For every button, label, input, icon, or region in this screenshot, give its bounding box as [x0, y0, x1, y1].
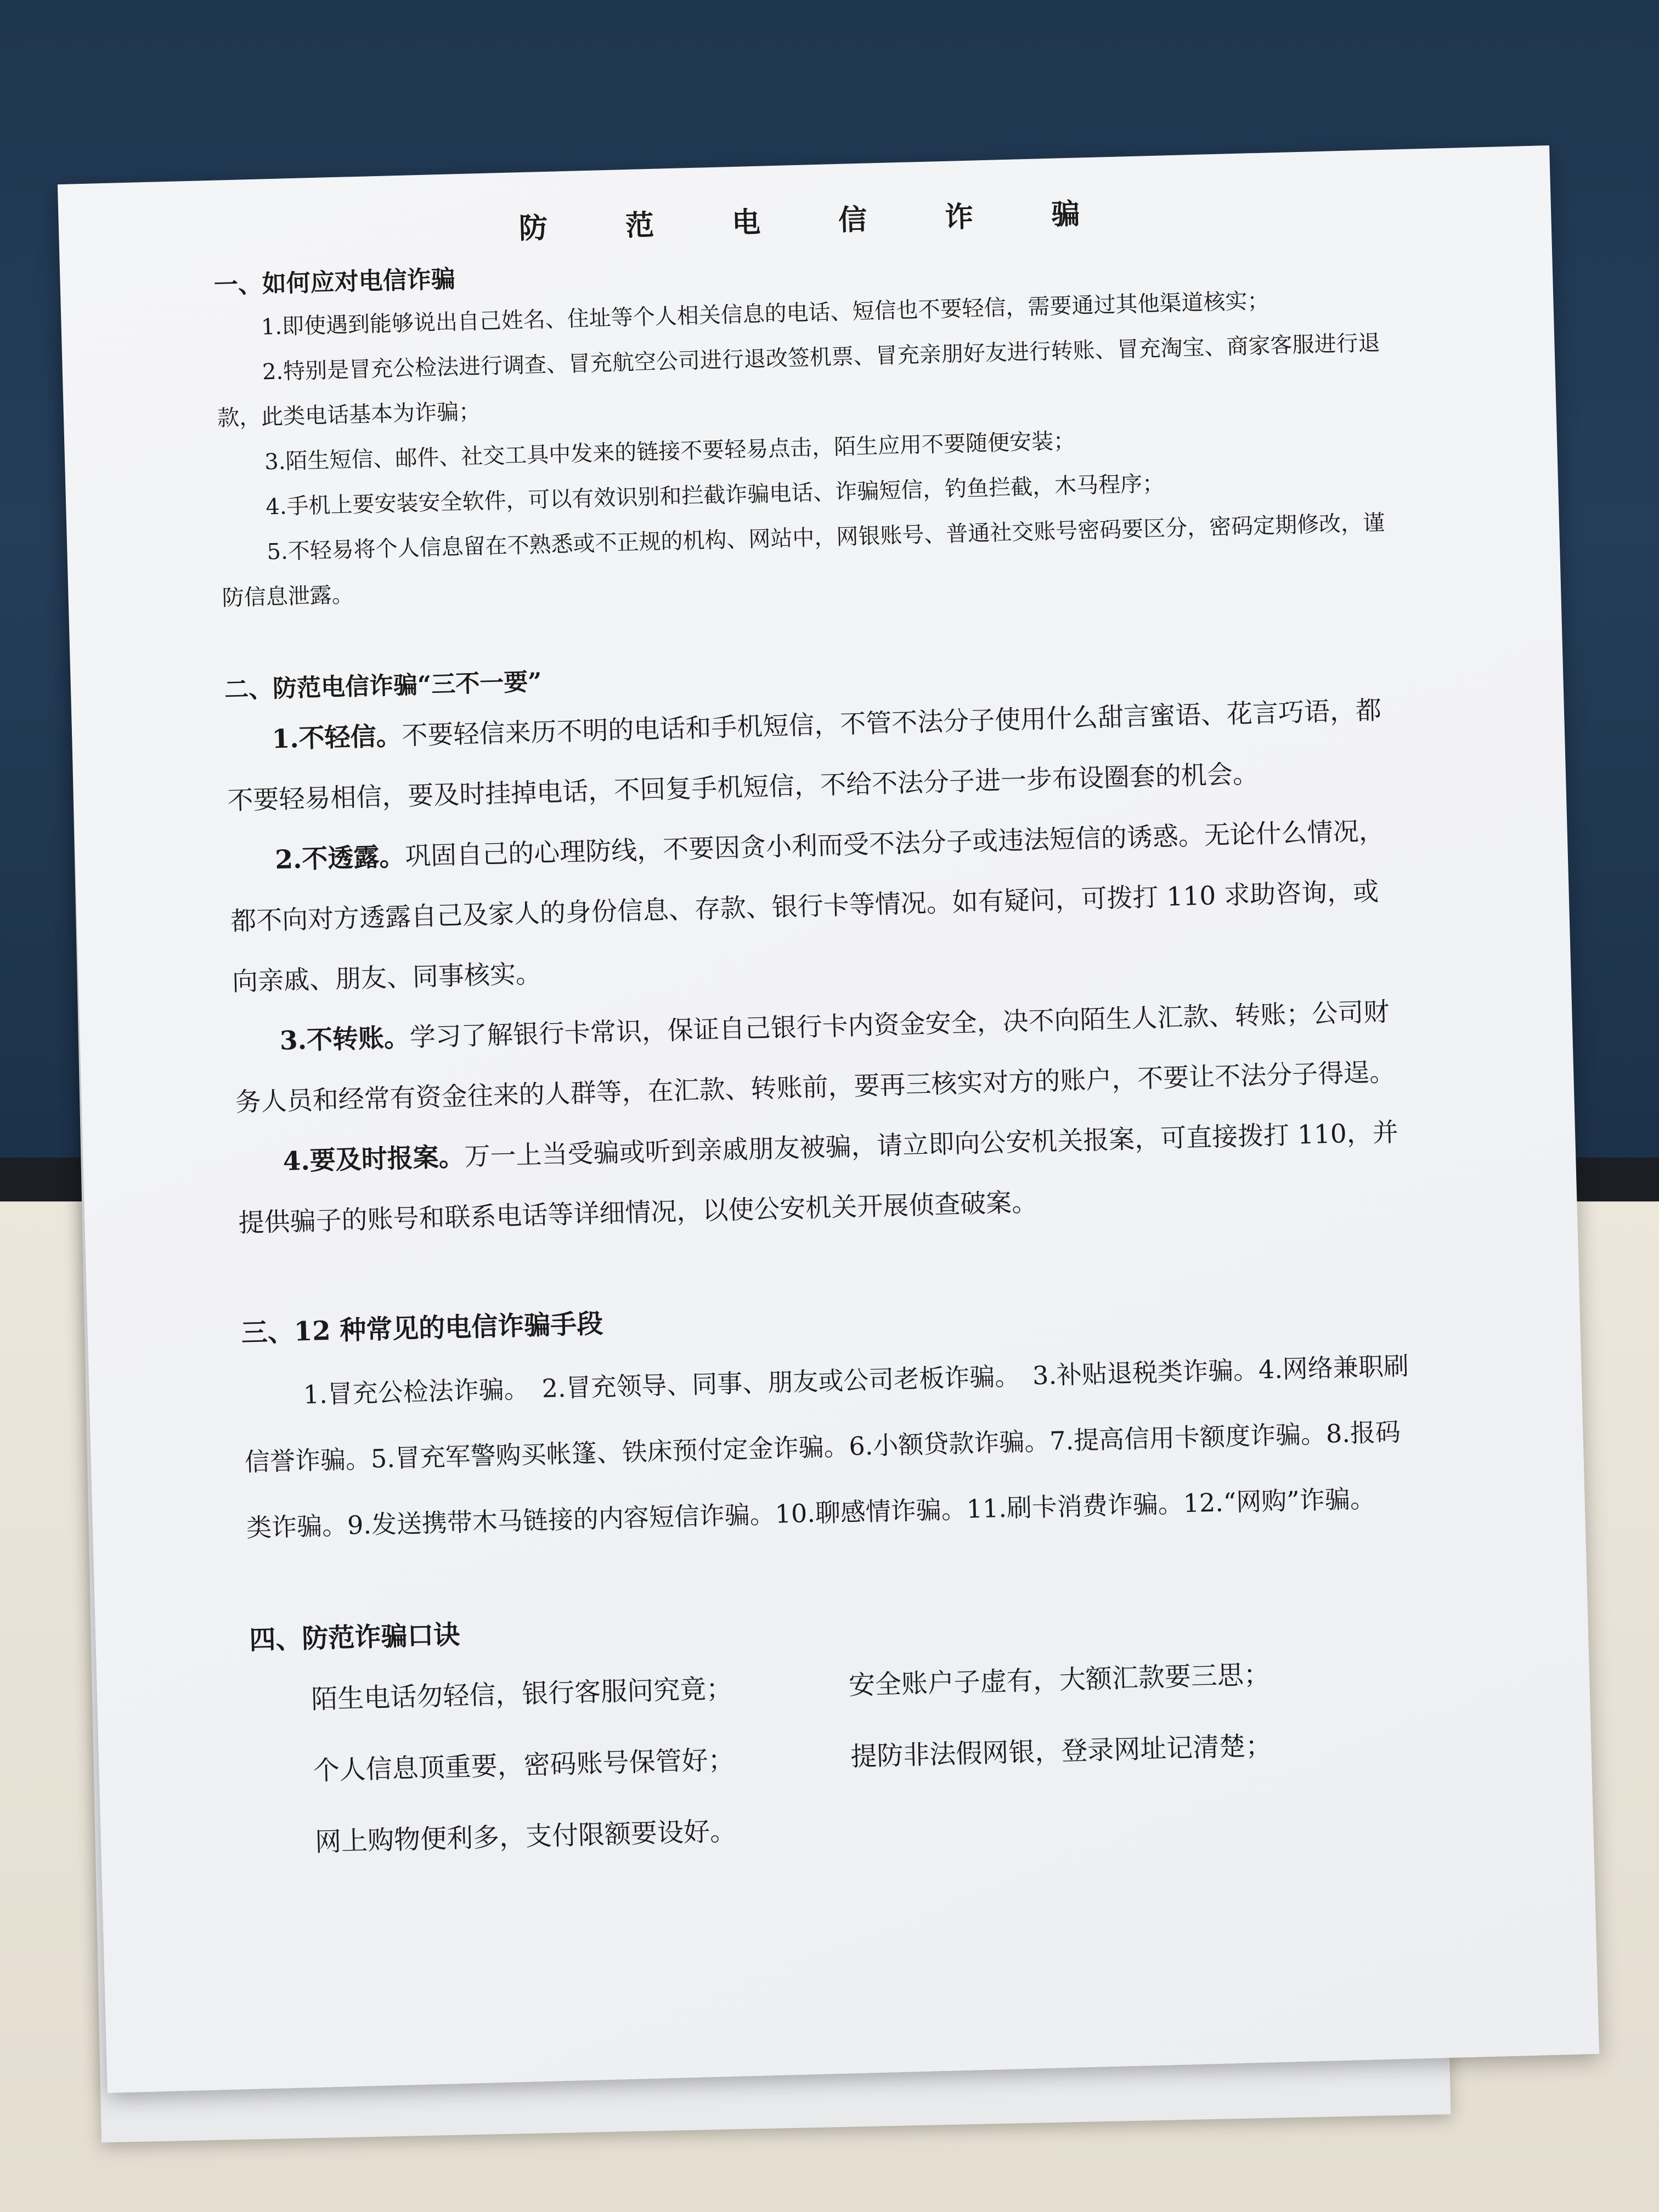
- rhyme-line: 个人信息顶重要，密码账号保管好；: [313, 1744, 735, 1786]
- section1-item-3: 3.陌生短信、邮件、社交工具中发来的链接不要轻易点击，陌生应用不要随便安装；: [264, 428, 1076, 475]
- section1-item-2: 2.特别是冒充公检法进行调查、冒充航空公司进行退改签机票、冒充亲朋好友进行转账、冒充淘宝、商家客服进行退款，此类电话基本为诈骗；: [217, 330, 1381, 431]
- section-heading: 二、防范电信诈骗“三不一要”: [224, 668, 543, 704]
- rhyme-line: 陌生电话勿轻信，银行客服问究竟；: [311, 1673, 733, 1716]
- section-heading: 四、防范诈骗口诀: [249, 1619, 461, 1656]
- section-how-to-respond: [213, 235, 1396, 621]
- section2-item-2: [228, 800, 1407, 1012]
- rhyme-lines: [250, 1640, 1429, 1875]
- section1-item-5: 5.不轻易将个人信息留在不熟悉或不正规的机构、网站中，网银账号、普通社交账号密码要区分，密码定期修改，谨防信息泄露。: [222, 510, 1385, 611]
- section-heading: 一、如何应对电信诈骗: [213, 265, 456, 300]
- rhyme-line: 提防非法假网银，登录网址记清楚；: [850, 1730, 1272, 1773]
- item-lead: 1.不轻信。: [271, 721, 403, 755]
- section-common-fraud-methods: [240, 1272, 1421, 1561]
- item-lead: 4.要及时报案。: [282, 1142, 465, 1177]
- rhyme-line: 安全账户子虚有，大额汇款要三思；: [848, 1659, 1271, 1701]
- item-lead: 2.不透露。: [274, 842, 406, 876]
- item-text: 学习了解银行卡常识，保证自己银行卡内资金安全，决不向陌生人汇款、转账；公司财务人员和经常有资金往来的人群等，在汇款、转账前，要再三核实对方的账户，不要让不法分子得逞。: [235, 997, 1396, 1118]
- section-anti-fraud-rhyme: [249, 1579, 1429, 1875]
- item-lead: 3.不转账。: [279, 1022, 410, 1057]
- item-text: 不要轻信来历不明的电话和手机短信，不管不法分子使用什么甜言蜜语、花言巧语，都不要轻易相信，要及时挂掉电话，不回复手机短信，不给不法分子进一步布设圈套的机会。: [227, 695, 1382, 816]
- document-title: 防 范 电 信 诈 骗: [518, 196, 1115, 246]
- document-page: [58, 145, 1599, 2093]
- rhyme-line: 网上购物便利多，支付限额要设好。: [314, 1815, 737, 1858]
- section-heading: 三、12 种常见的电信诈骗手段: [241, 1308, 603, 1349]
- section1-item-4: 4.手机上要安装安全软件，可以有效识别和拦截诈骗电话、诈骗短信，钓鱼拦截，木马程序；: [265, 471, 1165, 520]
- item-text: 万一上当受骗或听到亲戚朋友被骗，请立即向公安机关报案，可直接拨打 110，并提供骗子的账号和联系电话等详细情况，以使公安机关开展侦查破案。: [238, 1117, 1399, 1239]
- item-text: 巩固自己的心理防线，不要因贪小利而受不法分子或违法短信的诱惑。无论什么情况，都不向对方透露自己及家人的身份信息、存款、银行卡等情况。如有疑问，可拨打 110 求助咨询，或向亲戚、朋友、同事核实。: [230, 816, 1385, 997]
- section-three-nots-one-must: [224, 640, 1413, 1254]
- fraud-methods-list: 1.冒充公检法诈骗。 2.冒充领导、同事、朋友或公司老板诈骗。 3.补贴退税类诈骗。4.网络兼职刷信誉诈骗。5.冒充军警购买帐篷、铁床预付定金诈骗。6.小额贷款诈骗。7.提高信用卡额度诈骗。8.报码类诈骗。9.发送携带木马链接的内容短信诈骗。10.聊感情诈骗。11.刷卡消费诈骗。12.“网购”诈骗。: [244, 1351, 1409, 1543]
- section1-item-1: 1.即使遇到能够说出自己姓名、住址等个人相关信息的电话、短信也不要轻信，需要通过其他渠道核实；: [261, 288, 1270, 340]
